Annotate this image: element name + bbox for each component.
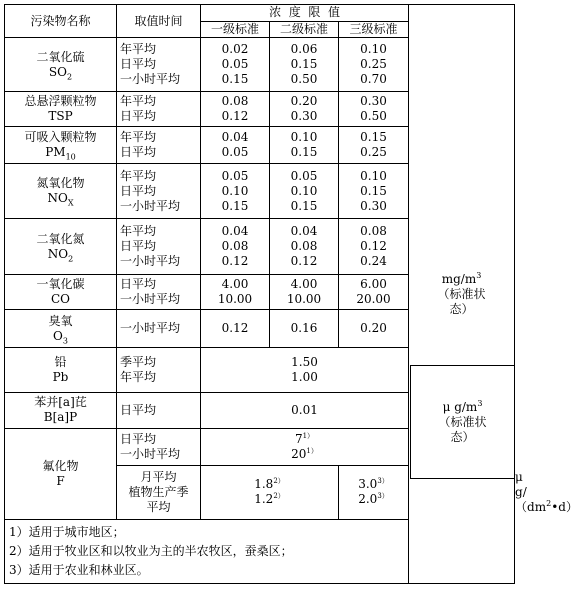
so2-grade1: 0.02 0.05 0.15 <box>201 38 270 92</box>
pollutant-no2: 二氧化氮 $NO_2$ <box>5 219 117 275</box>
pollutant-co: 一氧化碳 CO <box>5 275 117 310</box>
periods-no2: 年平均 日平均 一小时平均 <box>117 219 201 275</box>
pollutant-fluoride: 氟化物 F <box>5 428 117 519</box>
pollutant-so2: 二氧化硫 $SO_2$ <box>5 38 117 92</box>
periods-lead: 季平均 年平均 <box>117 347 201 393</box>
no2-grade1: 0.04 0.08 0.12 <box>201 219 270 275</box>
unit-ug-line2: （标准状 <box>438 414 487 429</box>
periods-o3: 一小时平均 <box>117 310 201 347</box>
pollutant-nox: 氮氧化物 $NO_X$ <box>5 164 117 219</box>
pollutant-pm10: 可吸入颗粒物 $PM_{10}$ <box>5 127 117 164</box>
nox-grade2: 0.05 0.10 0.15 <box>270 164 339 219</box>
o3-grade3: 0.20 <box>339 310 409 347</box>
bap-value: 0.01 <box>201 393 409 428</box>
o3-grade2: 0.16 <box>270 310 339 347</box>
footnote-3: 3）适用于农业和林业区。 <box>9 562 149 577</box>
unit-mg-cell <box>409 5 515 584</box>
unit-mg-line3: 态） <box>449 301 474 316</box>
air-quality-standards-table: 污染物名称 取值时间 浓 度 限 值 $mg/m^3$ （标准状 态） 一级标准 二级标准 三级标准 二氧化硫 $SO_2$ 年平均 日平均 一小时平均 0.02 0.05 0.15 0.06 0.15 0.50 0.10 0.25 0.70 总悬浮颗粒物 TSP 年平均 日平均 0.08 0.12 0.20 0.30 0.30 0.50 可吸入颗粒物 $PM_{10}$ 年平均 日平均 0.04 0.05 0.10 0.15 0.15 0.25 氮氧化物 $NO_X$ 年平均 日平均 一小时平均 0.05 0.10 0.15 0.05 0.10 0.15 0.10 0.15 0.30 二氧化氮 $NO_2$ 年平均 日平均 一小时平均 0.04 0.08 0.12 0.04 0.08 0.12 0.08 0.12 0.24 一氧化碳 CO 日平均 一小时平均 4.00 10.00 4.00 10.00 6.00 20.00 臭氧 $O_3$ 一小时平均 0.12 0.16 0.20 铅 Pb 季平均 年平均 1.50 1.00 苯并[a]芘 B[a]P 日平均 0.01 氟化物 F 日平均 一小时平均 $7^{1)}$ $20^{1)}$ 月平均 植物生产季 平均 $1.8^{2)}$ $1.2^{2)}$ $3.0^{3)}$ $2.0^{3)}$ μ $g/(dm^2•d)$ 1）适用于城市地区； 2）适用于牧业区和以牧业为主的半农牧区，蚕桑区； 3）适用于农业和林业区。 <box>4 4 515 584</box>
pm10-grade1: 0.04 0.05 <box>201 127 270 164</box>
co-grade1: 4.00 10.00 <box>201 275 270 310</box>
unit-ug-line3: 态） <box>450 429 475 444</box>
o3-grade1: 0.12 <box>201 310 270 347</box>
nox-grade1: 0.05 0.10 0.15 <box>201 164 270 219</box>
co-grade3: 6.00 20.00 <box>339 275 409 310</box>
pollutant-tsp: 总悬浮颗粒物 TSP <box>5 91 117 126</box>
unit-ug-overlay <box>410 365 514 479</box>
header-pollutant: 污染物名称 <box>5 5 117 38</box>
periods-pm10: 年平均 日平均 <box>117 127 201 164</box>
periods-so2: 年平均 日平均 一小时平均 <box>117 38 201 92</box>
header-grade2: 二级标准 <box>270 21 339 38</box>
no2-grade3: 0.08 0.12 0.24 <box>339 219 409 275</box>
periods-fluoride-b: 月平均 植物生产季 平均 <box>117 465 201 519</box>
pollutant-bap: 苯并[a]芘 B[a]P <box>5 393 117 428</box>
fluoride-values-b-left: $1.8^{2)}$ $1.2^{2)}$ <box>201 465 339 519</box>
periods-co: 日平均 一小时平均 <box>117 275 201 310</box>
tsp-grade2: 0.20 0.30 <box>270 91 339 126</box>
header-grade1: 一级标准 <box>201 21 270 38</box>
periods-nox: 年平均 日平均 一小时平均 <box>117 164 201 219</box>
footnote-2: 2）适用于牧业区和以牧业为主的半农牧区，蚕桑区； <box>9 543 293 558</box>
pollutant-lead: 铅 Pb <box>5 347 117 393</box>
unit-mg-line2: （标准状 <box>437 286 486 301</box>
header-concentration-limits: 浓 度 限 值 <box>201 5 409 22</box>
unit-mg-label: $mg/m^3$ <box>441 270 482 286</box>
tsp-grade1: 0.08 0.12 <box>201 91 270 126</box>
lead-values: 1.50 1.00 <box>201 347 409 393</box>
header-period: 取值时间 <box>117 5 201 38</box>
footnotes <box>5 519 515 583</box>
unit-ug-label: μ $g/m^3$ <box>442 398 483 414</box>
footnote-1: 1）适用于城市地区； <box>9 524 125 539</box>
no2-grade2: 0.04 0.08 0.12 <box>270 219 339 275</box>
periods-tsp: 年平均 日平均 <box>117 91 201 126</box>
pollutant-o3: 臭氧 $O_3$ <box>5 310 117 347</box>
periods-fluoride-a: 日平均 一小时平均 <box>117 428 201 465</box>
header-grade3: 三级标准 <box>339 21 409 38</box>
fluoride-values-b-right: $3.0^{3)}$ $2.0^{3)}$ <box>339 465 409 519</box>
co-grade2: 4.00 10.00 <box>270 275 339 310</box>
nox-grade3: 0.10 0.15 0.30 <box>339 164 409 219</box>
so2-grade2: 0.06 0.15 0.50 <box>270 38 339 92</box>
so2-grade3: 0.10 0.25 0.70 <box>339 38 409 92</box>
fluoride-values-a: $7^{1)}$ $20^{1)}$ <box>201 428 409 465</box>
pm10-grade3: 0.15 0.25 <box>339 127 409 164</box>
pm10-grade2: 0.10 0.15 <box>270 127 339 164</box>
tsp-grade3: 0.30 0.50 <box>339 91 409 126</box>
periods-bap: 日平均 <box>117 393 201 428</box>
